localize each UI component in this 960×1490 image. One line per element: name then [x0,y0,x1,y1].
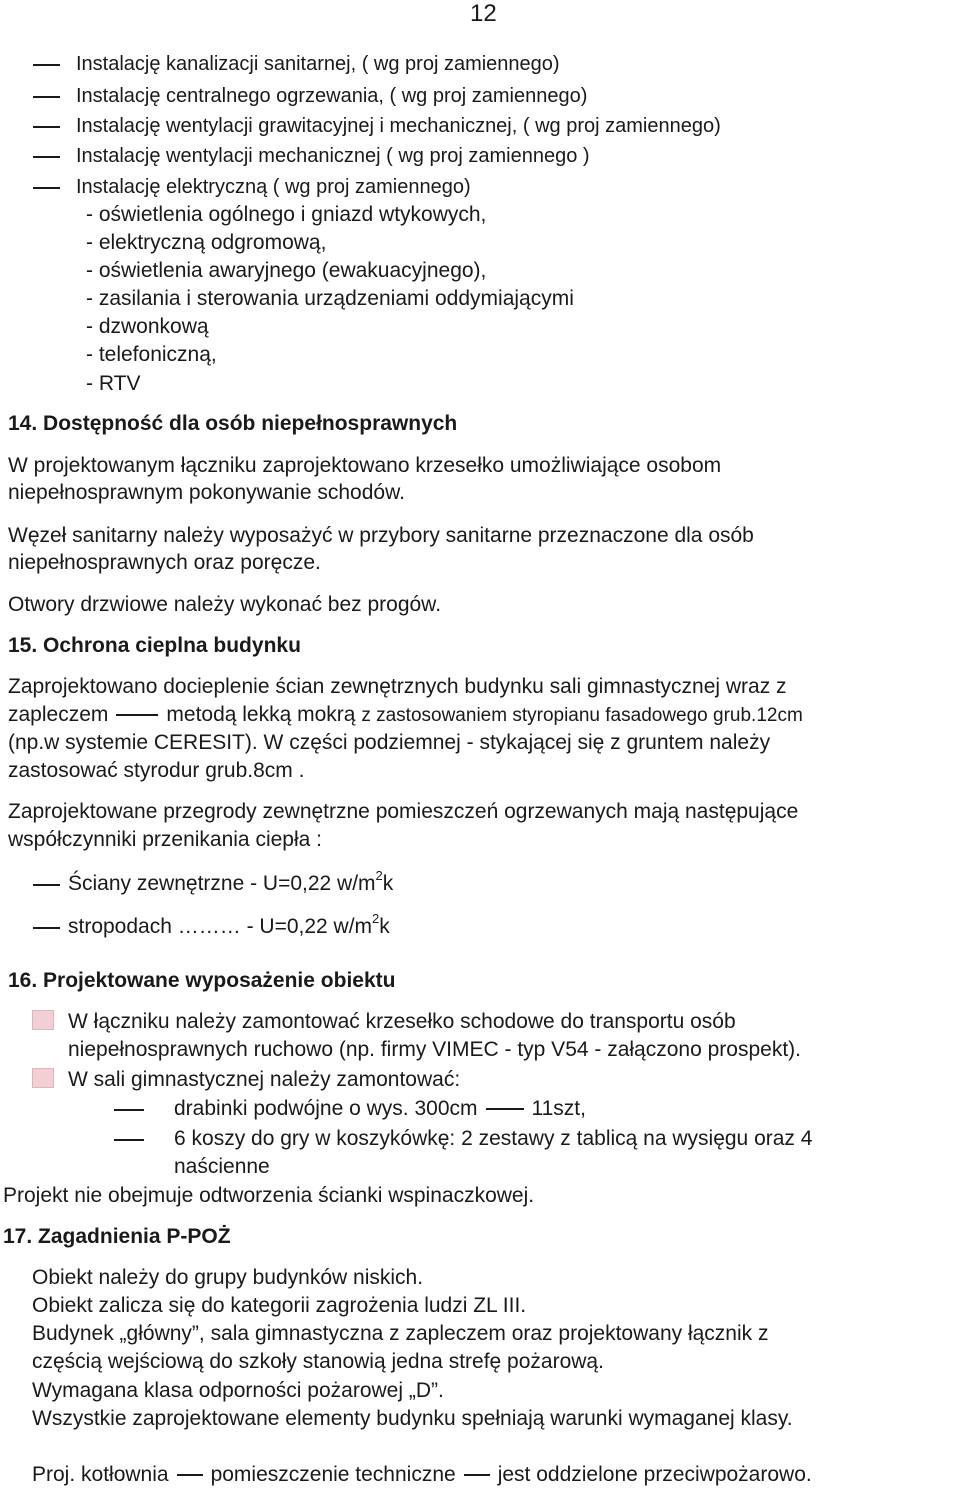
sub-list-item: 6 koszy do gry w koszykówkę: 2 zestawy z tablicą na wysięgu oraz 4 [174,1127,813,1150]
paragraph-line: Zaprojektowane przegrody zewnętrzne pomieszczeń ogrzewanych mają następujące [8,800,799,823]
paragraph-line: (np.w systemie CERESIT). W części podziemnej - stykającej się z gruntem należy [8,731,771,754]
list-dash [33,927,60,929]
list-item: - elektryczną odgromową, [86,231,327,254]
text-span: Proj. kotłownia [32,1463,169,1486]
paragraph-line: Wymagana klasa odporności pożarowej „D”. [32,1379,444,1402]
list-item: Instalację wentylacji mechanicznej ( wg proj zamiennego ) [76,145,590,167]
coefficient-roof [68,911,390,939]
section-heading: 17. Zagadnienia P-POŻ [3,1225,231,1248]
paragraph-line: Zaprojektowano docieplenie ścian zewnętrznych budynku sali gimnastycznej wraz z [8,675,787,698]
paragraph-line: Budynek „główny”, sala gimnastyczna z zapleczem oraz projektowany łącznik z [32,1322,769,1345]
text-span: z zastosowaniem styropianu fasadowego grub.12cm [361,705,803,726]
text-span: metodą lekką mokrą [166,703,356,726]
superscript: 2 [375,868,383,883]
text-span: zapleczem [8,703,109,726]
list-item: W sali gimnastycznej należy zamontować: [68,1068,461,1091]
text-span: k [382,872,394,895]
superscript: 2 [372,911,380,926]
paragraph-line: Obiekt należy do grupy budynków niskich. [32,1266,424,1289]
inline-dash [486,1108,524,1110]
list-item: Instalację kanalizacji sanitarnej, ( wg proj zamiennego) [76,53,560,75]
sub-list-item: naścienne [174,1155,270,1178]
list-item: - dzwonkową [86,315,209,338]
list-item: - telefoniczną, [86,343,217,366]
paragraph-line: współczynniki przenikania ciepła : [8,828,322,851]
list-dash [114,1139,144,1141]
section-heading: 15. Ochrona cieplna budynku [8,634,301,657]
list-item: Instalację wentylacji grawitacyjnej i mechanicznej, ( wg proj zamiennego) [76,115,721,137]
text-span: k [379,915,390,938]
section-heading: 14. Dostępność dla osób niepełnosprawnych [8,412,458,435]
paragraph-line: W projektowanym łączniku zaprojektowano krzesełko umożliwiające osobom [8,454,722,477]
paragraph-line: niepełnosprawnym pokonywanie schodów. [8,481,405,504]
list-item: Instalację centralnego ogrzewania, ( wg proj zamiennego) [76,85,588,107]
inline-dash [177,1474,203,1476]
text-span: pomieszczenie techniczne [210,1463,456,1486]
list-dash [114,1109,144,1111]
paragraph-line: Wszystkie zaprojektowane elementy budynku spełniają warunki wymaganej klasy. [32,1407,793,1430]
list-item: - RTV [86,372,141,395]
page-number: 12 [470,0,497,27]
text-span: stropodach ……… - U=0,22 w/m [68,915,373,938]
text-span: drabinki podwójne o wys. 300cm [174,1097,478,1120]
text-span: Ściany zewnętrzne - U=0,22 w/m [68,872,376,895]
paragraph-line [32,1463,812,1487]
list-dash [33,884,60,886]
bullet-square-icon [32,1010,54,1030]
paragraph-line: Obiekt zalicza się do kategorii zagrożenia ludzi ZL III. [32,1294,527,1317]
paragraph-line [8,703,803,728]
paragraph-line: niepełnosprawnych oraz poręcze. [8,551,321,574]
paragraph-line: częścią wejściową do szkoły stanowią jedna strefę pożarową. [32,1350,604,1373]
list-dash [33,187,60,189]
list-item: Instalację elektryczną ( wg proj zamiennego) [76,176,471,198]
section-heading: 16. Projektowane wyposażenie obiektu [8,969,396,992]
list-dash [33,96,60,98]
list-dash [33,64,60,66]
inline-dash [464,1474,490,1476]
paragraph-line: zastosować styrodur grub.8cm . [8,759,305,782]
coefficient-walls [68,868,394,896]
list-item: - zasilania i sterowania urządzeniami oddymiającymi [86,287,574,310]
sub-list-item [174,1097,586,1121]
bullet-square-icon [32,1068,54,1088]
text-span: jest oddzielone przeciwpożarowo. [497,1463,812,1486]
inline-dash [116,714,158,716]
list-item: - oświetlenia ogólnego i gniazd wtykowych, [86,203,487,226]
paragraph-line: Węzeł sanitarny należy wyposażyć w przybory sanitarne przeznaczone dla osób [8,524,754,547]
list-dash [33,126,60,128]
list-item: W łączniku należy zamontować krzesełko schodowe do transportu osób [68,1010,736,1033]
note: Projekt nie obejmuje odtworzenia ścianki wspinaczkowej. [3,1184,535,1207]
paragraph-line: Otwory drzwiowe należy wykonać bez progów. [8,593,442,616]
text-span: 11szt, [531,1097,586,1120]
list-item: - oświetlenia awaryjnego (ewakuacyjnego), [86,259,487,282]
list-dash [33,156,60,158]
list-item: niepełnosprawnych ruchowo (np. firmy VIMEC - typ V54 - załączono prospekt). [68,1038,801,1061]
